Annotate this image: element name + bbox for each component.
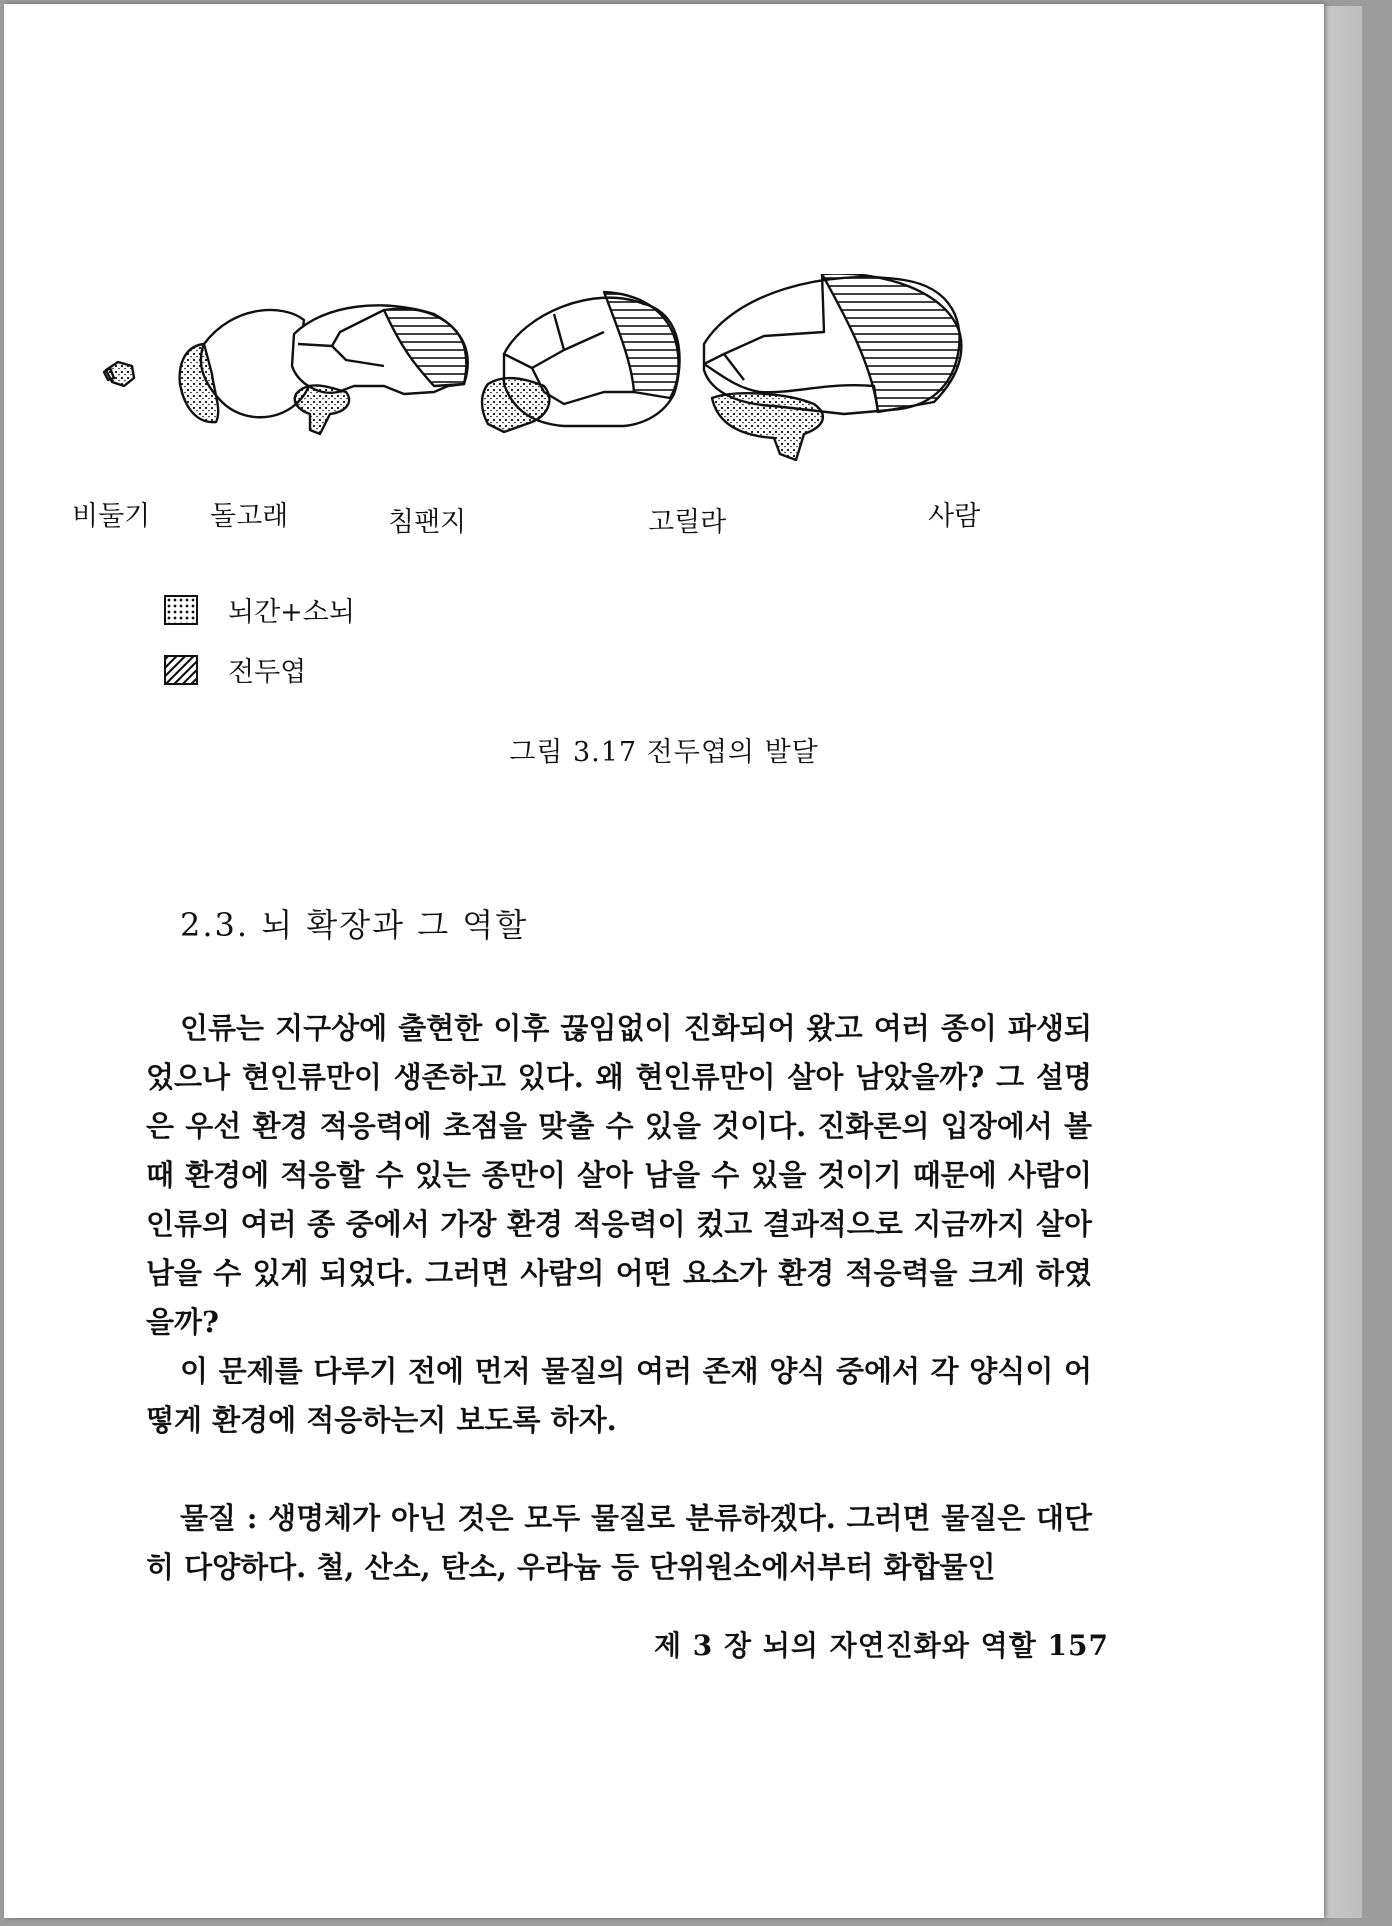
pigeon-brain-icon <box>104 362 134 386</box>
legend-item-frontal-lobe <box>164 650 306 689</box>
figure-label-gorilla: 고릴라 <box>648 507 727 538</box>
human-brain-icon <box>704 274 961 460</box>
page-footer: 제 3 장 뇌의 자연진화와 역할 157 <box>654 1629 1109 1662</box>
paragraph: 이 문제를 다루기 전에 먼저 물질의 여러 존재 양식 중에서 각 양식이 어떻게 환경에 적응하는지 보도록 하자. <box>146 1354 1092 1437</box>
paragraph: 물질 : 생명체가 아닌 것은 모두 물질로 분류하겠다. 그러면 물질은 대단히 다양하다. 철, 산소, 탄소, 우라늄 등 단위원소에서부터 화합물인 <box>146 1501 1092 1584</box>
figure-label-dolphin: 돌고래 <box>210 501 289 532</box>
figure-label-human: 사람 <box>928 501 981 532</box>
legend-item-brainstem <box>164 590 355 629</box>
body-paragraphs <box>146 1004 1092 1445</box>
book-page <box>4 4 1324 1918</box>
figure-caption: 그림 3.17 전두엽의 발달 <box>509 737 819 768</box>
chimpanzee-brain-icon <box>292 305 468 434</box>
legend-label: 전두엽 <box>228 657 307 688</box>
paragraph: 인류는 지구상에 출현한 이후 끊임없이 진화되어 왔고 여러 종이 파생되었으나 현인류만이 생존하고 있다. 왜 현인류만이 살아 남았을까? 그 설명은 우선 환경 적응력에 초점을 맞출 수 있을 것이다. 진화론의 입장에서 볼 때 환경에 적응할 수 있는 종만이 살아 남을 수 있을 것이기 때문에 사람이 인류의 여러 종 중에서 가장 환경 적응력이 컸고 결과적으로 지금까지 살아 남을 수 있게 되었다. 그러면 사람의 어떤 요소가 환경 적응력을 크게 하였을까? <box>146 1011 1092 1339</box>
figure-label-chimpanzee: 침팬지 <box>388 507 467 538</box>
legend-label: 뇌간+소뇌 <box>228 597 355 628</box>
hatch-swatch-icon <box>164 655 198 685</box>
figure-label-pigeon: 비둘기 <box>72 501 151 532</box>
stipple-swatch-icon <box>164 595 198 625</box>
gorilla-brain-icon <box>482 292 680 432</box>
body-paragraph-matter <box>146 1494 1092 1592</box>
section-title: 2.3. 뇌 확장과 그 역할 <box>180 906 529 944</box>
